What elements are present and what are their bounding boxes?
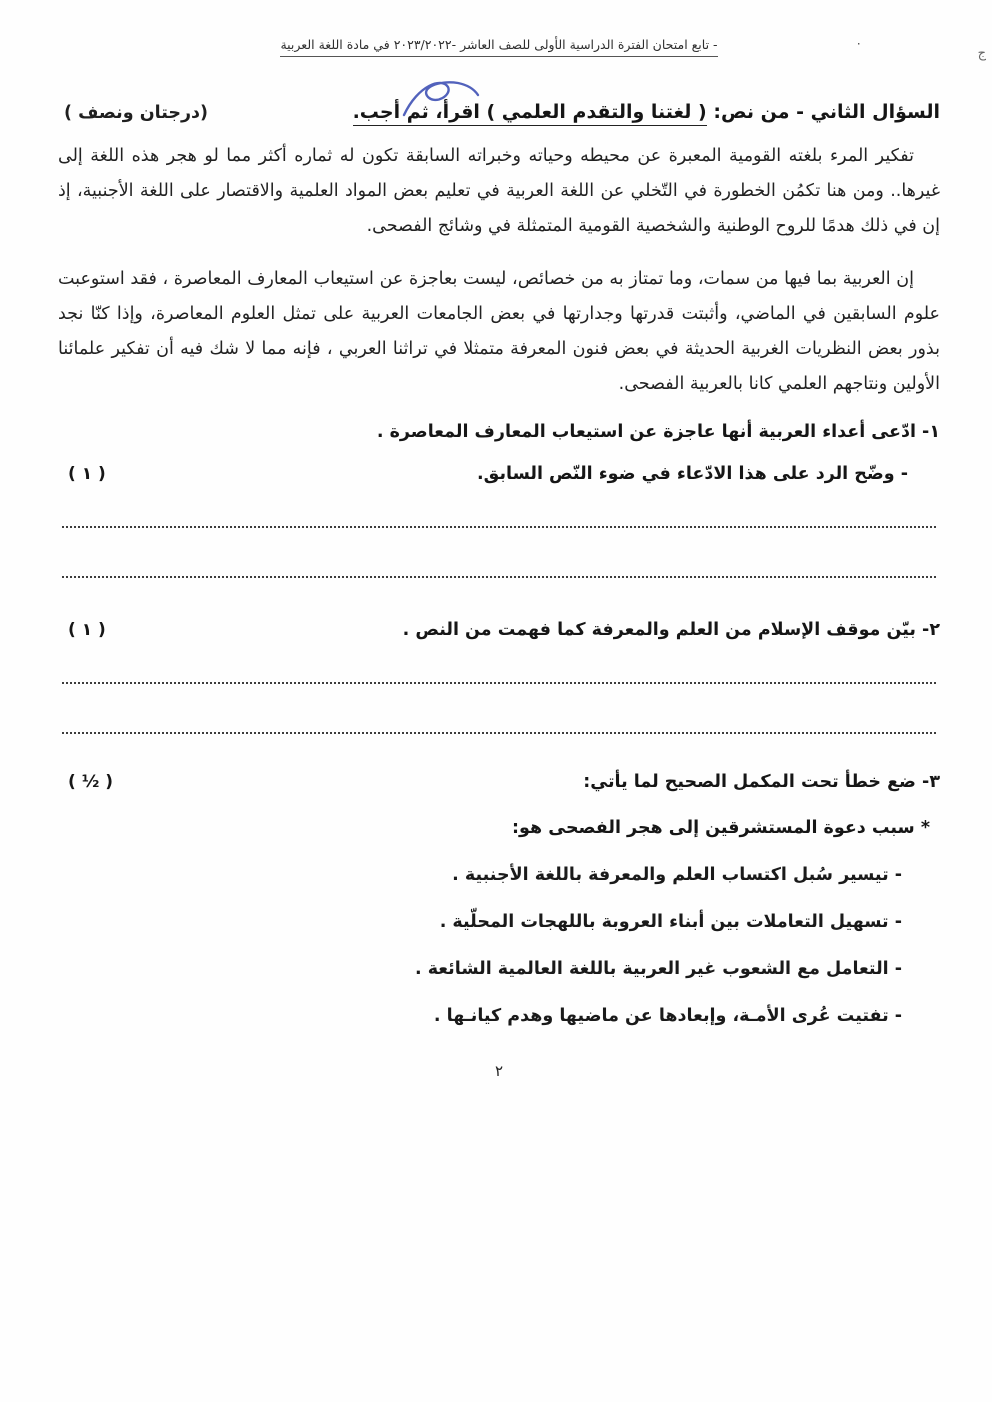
passage-paragraph-1: تفكير المرء بلغته القومية المعبرة عن محيطه وحياته وخبراته السابقة تكون له ثماره أكثر مما لو هجر هذه اللغة إلى غيرها.. ومن هنا تكمُن الخطورة في التّخلي عن اللغة العربية في تعليم بعض المواد العلمية والاقتصار على اللغة الأجنبية، إذ إن في ذلك هدمًا للروح الوطنية والشخصية القومية المتمثلة في وشائج الفصحى. [58,146,940,236]
question1-marks: ( ١ ) [68,463,106,484]
question3-option-1: - تيسير سُبل اكتساب العلم والمعرفة باللغة الأجنبية . [452,864,902,885]
answer-dotted-line [62,682,936,684]
page-header [58,34,940,57]
question2-prompt: ٢- بيّن موقف الإسلام من العلم والمعرفة كما فهمت من النص . [402,619,940,640]
question2-marks: ( ١ ) [68,619,106,640]
question-title [353,101,940,123]
question3-option-3: - التعامل مع الشعوب غير العربية باللغة العالمية الشائعة . [414,958,902,979]
question2-row [58,620,940,640]
answer-dotted-line [62,526,936,528]
question1-row [58,464,940,484]
page-edge-mark: ج [977,46,986,61]
question-marks: (درجتان ونصف ) [64,103,209,123]
answer-dotted-line [62,576,936,578]
question3-marks: ( ½ ) [68,771,113,792]
question1-prompt: - وضّح الرد على هذا الادّعاء في ضوء النّص السابق. [477,463,908,484]
question3-stem: * سبب دعوة المستشرقين إلى هجر الفصحى هو: [512,817,930,838]
question3-row [58,772,940,792]
header-dot-mark: ٠ [855,36,862,50]
page-number: ٢ [494,1061,504,1080]
question-title-underlined: ( لغتنا والتقدم العلمي ) اقرأ، ثم أجب. [353,101,707,126]
question3-option-4: - تفتيت عُرى الأمـة، وإبعادها عن ماضيها وهدم كيانـها . [433,1005,902,1026]
question-title-row [58,101,940,123]
exam-header-line: - تابع امتحان الفترة الدراسية الأولى للصف العاشر -٢٠٢٣/٢٠٢٢ في مادة اللغة العربية [280,37,717,57]
question1-statement: ١- ادّعى أعداء العربية أنها عاجزة عن استيعاب المعارف المعاصرة . [376,421,940,442]
question3-prompt: ٣- ضع خطأ تحت المكمل الصحيح لما يأتي: [583,771,940,792]
answer-dotted-line [62,732,936,734]
question-title-prefix: السؤال الثاني - من نص: [706,101,940,123]
passage-paragraph-2: إن العربية بما فيها من سمات، وما تمتاز به من خصائص، ليست بعاجزة عن استيعاب المعارف المعاصرة ، فقد استوعبت علوم السابقين في الماضي، وأثبتت قدرتها وجدارتها في بعض الجامعات العربية على تمثل العلوم المعاصرة، وإذا كنّا نجد بذور بعض النظريات الغربية الحديثة في بعض فنون المعرفة متمثلا في تراثنا العربي ، فإنه مما لا شك فيه أن تفكير علمائنا الأولين ونتاجهم العلمي كانا بالعربية الفصحى. [58,268,940,394]
question3-option-2: - تسهيل التعاملات بين أبناء العروبة باللهجات المحلّية . [439,911,902,932]
